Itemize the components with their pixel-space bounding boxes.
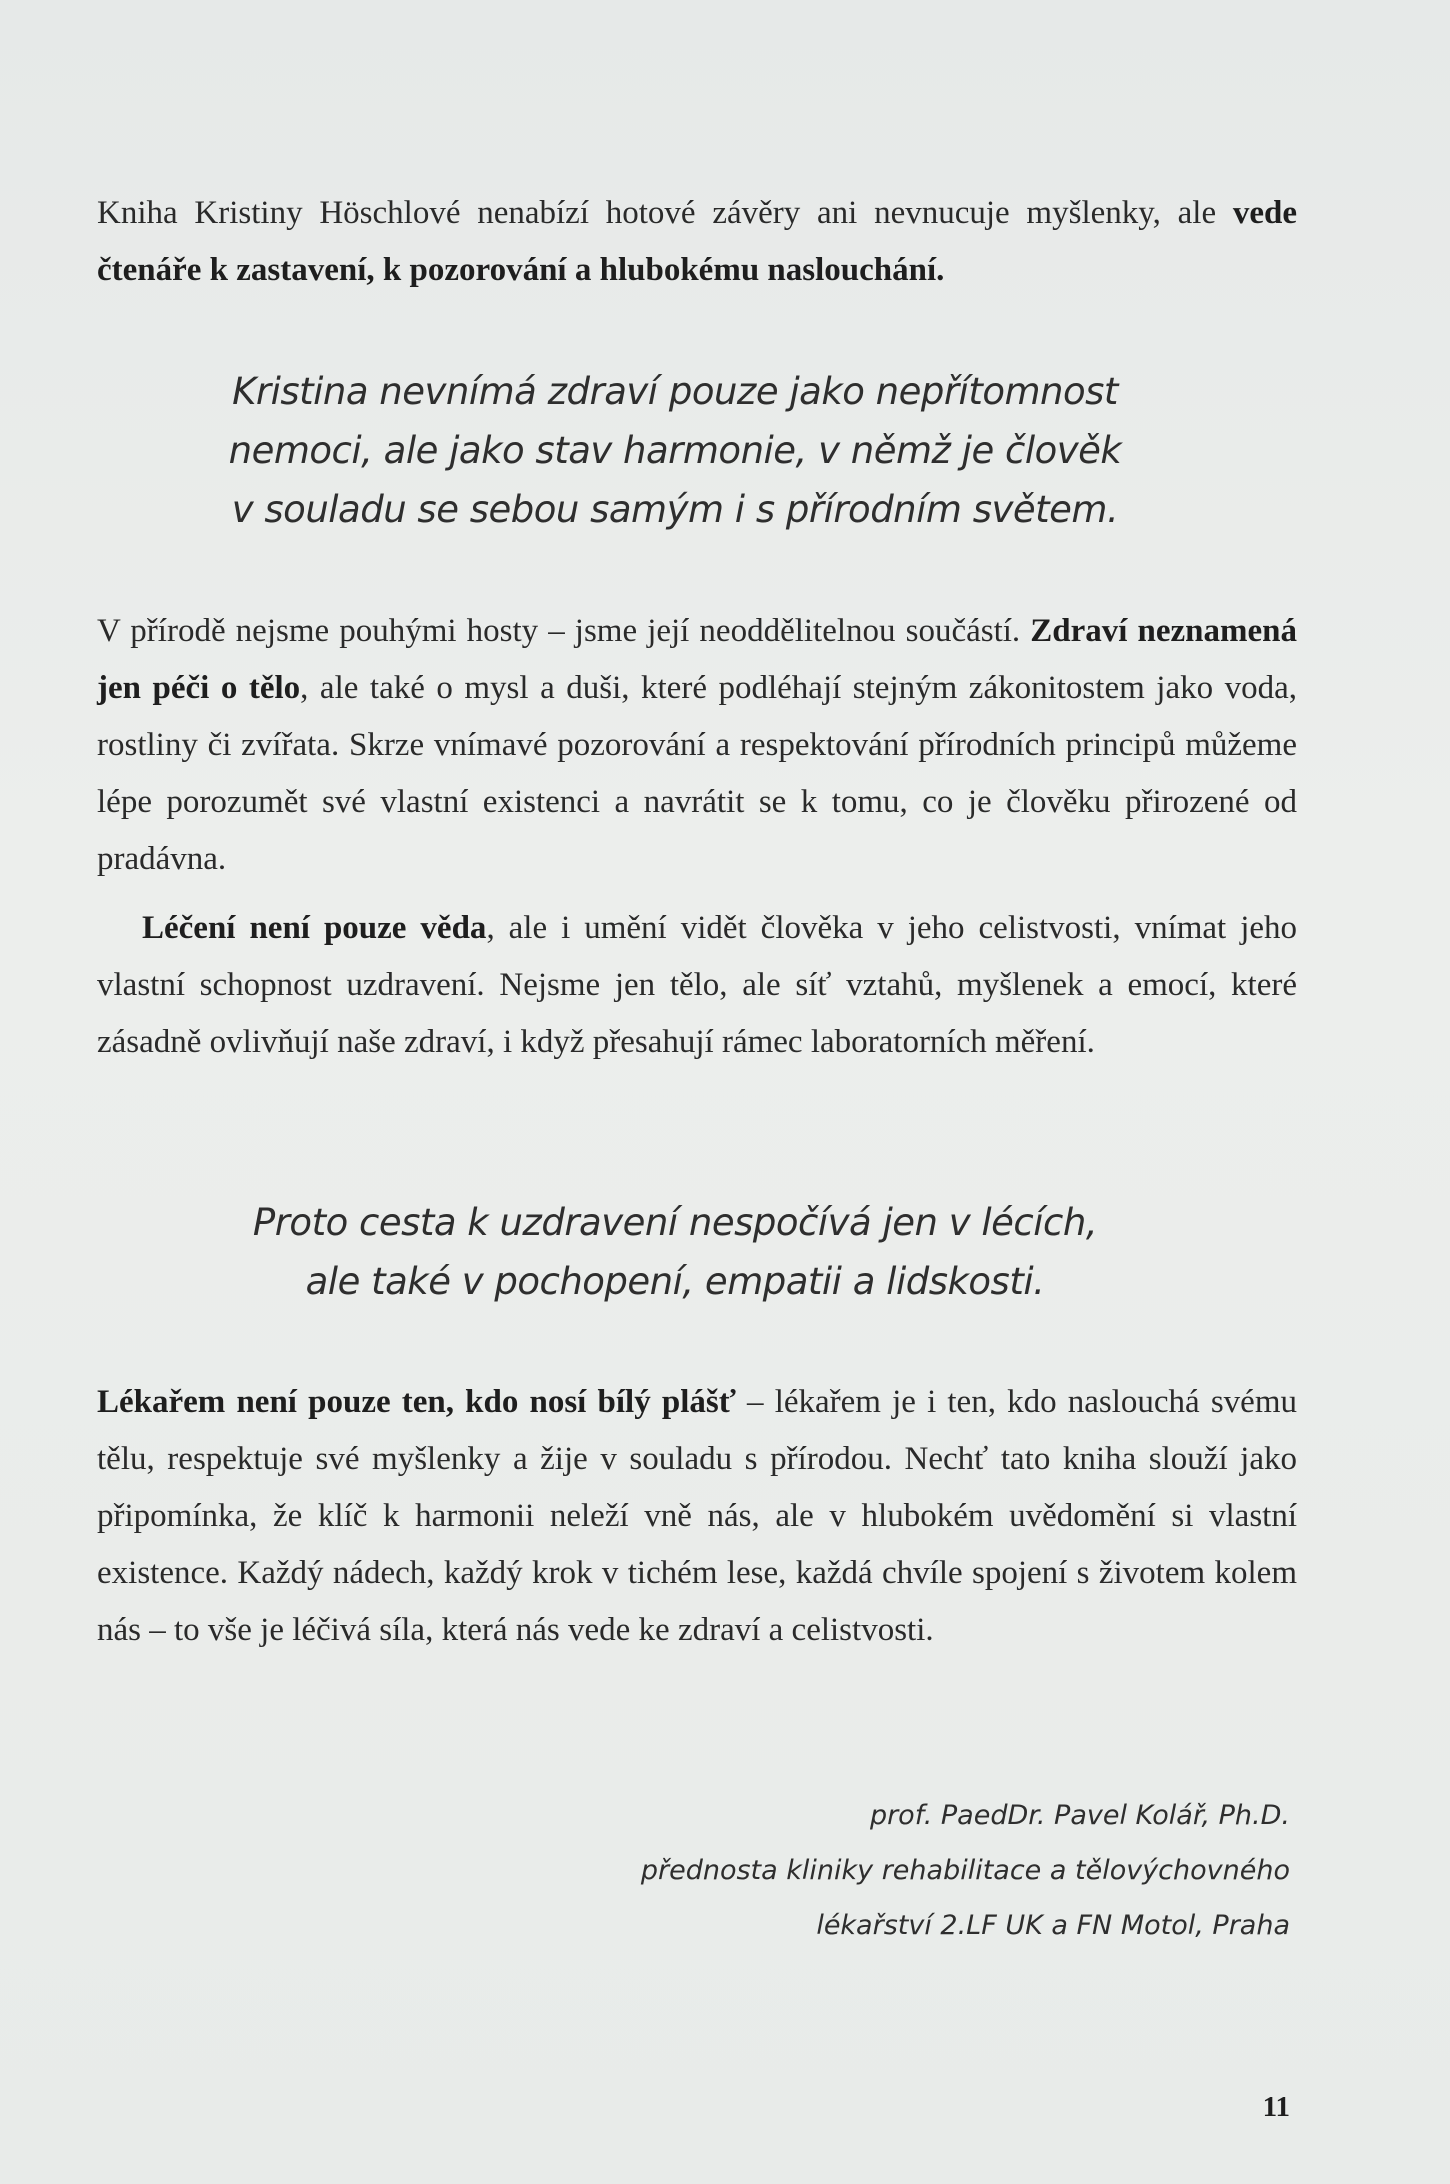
- quote-harmony-line-1: Kristina nevnímá zdraví pouze jako nepřítomnost: [232, 370, 1118, 413]
- paragraph-doctor-text: – lékařem je i ten, kdo naslouchá svému tělu, respektuje své myšlenky a žije v souladu s přírodou. Nechť tato kniha slouží jako připomínka, že klíč k harmonii neleží vně nás, ale v hlubokém uvědomění si vlastní existence. Každý nádech, každý krok v tichém lese, každá chvíle spojení s životem kolem nás – to vše je léčivá síla, která nás vede ke zdraví a celistvosti.: [97, 1384, 1297, 1648]
- paragraph-nature: [97, 603, 1297, 888]
- paragraph-doctor-bold: Lékařem není pouze ten, kdo nosí bílý plášť: [97, 1384, 736, 1420]
- paragraph-healing-bold: Léčení není pouze věda: [142, 910, 487, 946]
- quote-harmony-line-2: nemoci, ale jako stav harmonie, v němž je člověk: [228, 429, 1122, 472]
- signature-name: prof. PaedDr. Pavel Kolář, Ph.D.: [869, 1800, 1290, 1831]
- paragraph-intro-text: Kniha Kristiny Höschlové nenabízí hotové závěry ani nevnucuje myšlenky, ale: [97, 195, 1233, 231]
- paragraph-healing-text: , ale i umění vidět člověka v jeho celistvosti, vnímat jeho vlastní schopnost uzdravení. Nejsme jen tělo, ale síť vztahů, myšlenek a emocí, které zásadně ovlivňují naše zdraví, i když přesahují rámec laboratorních měření.: [97, 910, 1298, 1060]
- page-number: 11: [1262, 2091, 1290, 2123]
- paragraph-intro-bold: vede čtenáře k zastavení, k pozorování a hlubokému naslouchání.: [97, 195, 1297, 288]
- quote-empathy-line-1: Proto cesta k uzdravení nespočívá jen v lécích,: [252, 1201, 1098, 1244]
- paragraph-doctor: [97, 1374, 1297, 1659]
- paragraph-healing: [97, 900, 1297, 1071]
- quote-harmony-line-3: v souladu se sebou samým i s přírodním světem.: [231, 488, 1119, 531]
- paragraph-nature-text-a: V přírodě nejsme pouhými hosty – jsme její neoddělitelnou součástí.: [97, 613, 1031, 649]
- paragraph-nature-bold: Zdraví neznamená jen péči o tělo: [97, 613, 1297, 706]
- signature-role-line-2: lékařství 2.LF UK a FN Motol, Praha: [816, 1910, 1290, 1941]
- signature-block: [390, 1788, 1290, 1953]
- signature-role-line-1: přednosta kliniky rehabilitace a tělovýchovného: [640, 1855, 1290, 1886]
- quote-empathy: [100, 1193, 1250, 1311]
- paragraph-nature-text-b: , ale také o mysl a duši, které podléhají stejným zákonitostem jako voda, rostliny či zvířata. Skrze vnímavé pozorování a respektování přírodních principů můžeme lépe porozumět své vlastní existenci a navrátit se k tomu, co je člověku přirozené od pradávna.: [97, 670, 1297, 877]
- paragraph-intro: [97, 185, 1297, 299]
- quote-harmony: [100, 362, 1250, 539]
- quote-empathy-line-2: ale také v pochopení, empatii a lidskosti.: [305, 1260, 1045, 1303]
